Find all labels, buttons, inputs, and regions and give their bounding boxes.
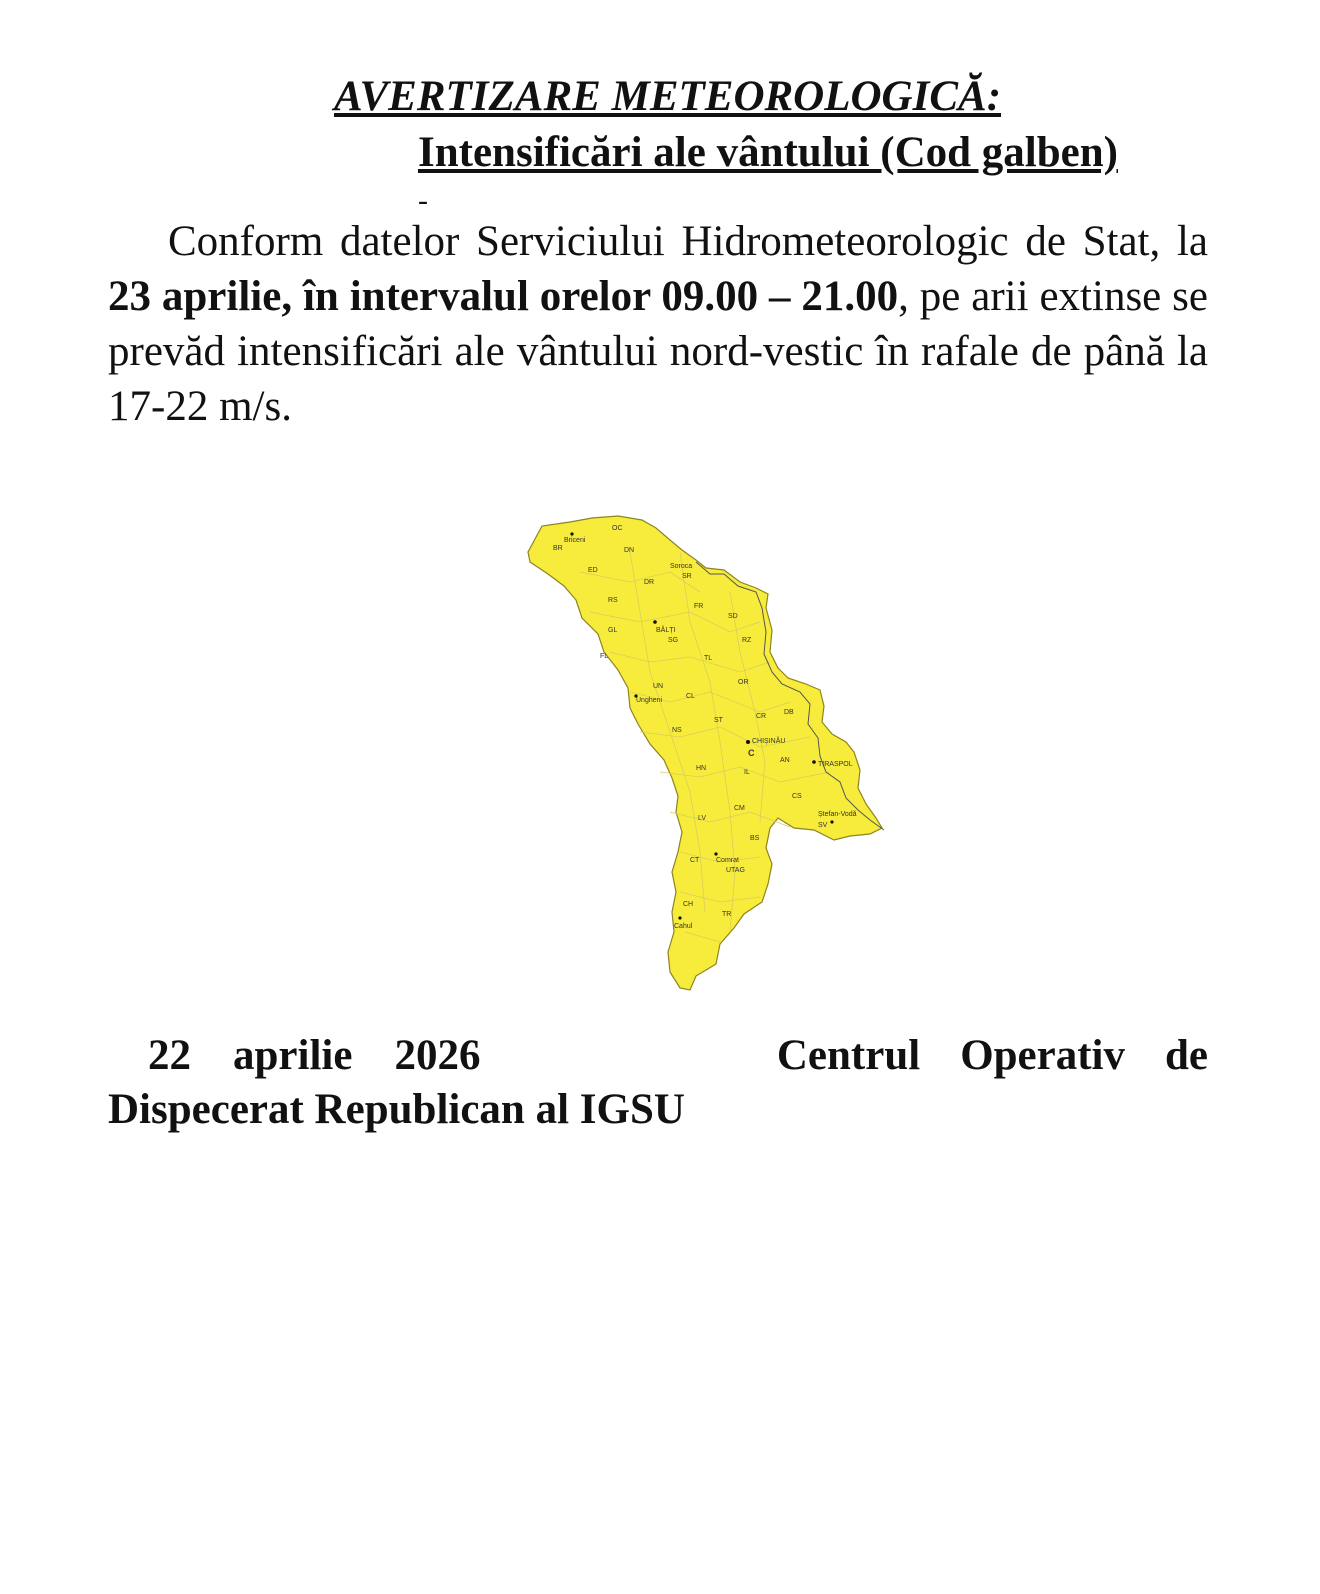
- svg-text:TL: TL: [704, 655, 713, 662]
- date-year: 2026: [394, 1032, 481, 1079]
- svg-text:FL: FL: [600, 653, 609, 660]
- svg-text:CT: CT: [690, 857, 700, 864]
- svg-text:Soroca: Soroca: [670, 563, 693, 570]
- svg-text:TIRASPOL: TIRASPOL: [818, 761, 853, 768]
- svg-text:Ștefan-Vodă: Ștefan-Vodă: [818, 811, 857, 818]
- svg-text:CM: CM: [734, 805, 745, 812]
- svg-text:UN: UN: [653, 683, 664, 690]
- footer-org-start: [777, 1028, 1208, 1083]
- paragraph-text-1: Conform datelor Serviciului Hidrometeorologic de Stat, la: [168, 218, 1208, 265]
- svg-text:RS: RS: [608, 597, 618, 604]
- svg-text:CH: CH: [683, 901, 694, 908]
- paragraph-text-2: , pe arii extinse se prevăd intensificări ale vântului nord-vestic în rafale de până la 17-22 m/s.: [108, 273, 1208, 430]
- org-word-3: de: [1165, 1032, 1208, 1079]
- svg-text:CR: CR: [756, 713, 767, 720]
- svg-text:CL: CL: [686, 693, 695, 700]
- svg-text:SR: SR: [682, 573, 692, 580]
- dash-mark: -: [418, 184, 428, 217]
- svg-text:OC: OC: [612, 525, 623, 532]
- svg-text:ST: ST: [714, 717, 723, 724]
- svg-text:C: C: [748, 748, 755, 758]
- svg-text:SG: SG: [668, 637, 679, 644]
- svg-text:FR: FR: [694, 603, 704, 610]
- date-day: 22: [148, 1032, 191, 1079]
- org-word-1: Centrul: [776, 1032, 921, 1079]
- warning-subtitle: Intensificări ale vântului (Cod galben): [418, 129, 1118, 176]
- svg-text:AN: AN: [780, 757, 790, 764]
- moldova-shape: [528, 516, 882, 990]
- svg-text:GL: GL: [608, 627, 618, 634]
- svg-text:Comrat: Comrat: [716, 857, 739, 864]
- moldova-map: [520, 512, 890, 996]
- svg-text:NS: NS: [672, 727, 682, 734]
- svg-text:HN: HN: [696, 765, 707, 772]
- svg-text:BS: BS: [750, 835, 760, 842]
- date-month: aprilie: [233, 1032, 353, 1079]
- warning-title: AVERTIZARE METEOROLOGICĂ:: [334, 73, 1002, 120]
- svg-text:BĂLȚI: BĂLȚI: [656, 627, 676, 634]
- moldova-map-svg: [520, 512, 890, 996]
- footer-line-1: [148, 1028, 1208, 1083]
- footer-date: [148, 1028, 480, 1083]
- svg-text:OR: OR: [738, 679, 749, 686]
- svg-text:CHIȘINĂU: CHIȘINĂU: [752, 738, 786, 745]
- svg-text:CS: CS: [792, 793, 802, 800]
- svg-text:Briceni: Briceni: [564, 537, 586, 544]
- svg-text:SV: SV: [818, 822, 828, 829]
- svg-text:Ungheni: Ungheni: [636, 697, 663, 704]
- svg-text:TR: TR: [722, 911, 732, 918]
- svg-text:BR: BR: [553, 545, 563, 552]
- svg-text:UTAG: UTAG: [726, 867, 745, 874]
- org-word-2: Operativ: [960, 1032, 1125, 1079]
- warning-paragraph: [108, 214, 1208, 434]
- svg-text:DR: DR: [644, 579, 655, 586]
- svg-text:RZ: RZ: [742, 637, 752, 644]
- svg-text:SD: SD: [728, 613, 738, 620]
- svg-text:ED: ED: [588, 567, 598, 574]
- svg-text:DB: DB: [784, 709, 794, 716]
- svg-text:Cahul: Cahul: [674, 923, 693, 930]
- svg-text:DN: DN: [624, 547, 635, 554]
- footer-org-line-2: Dispecerat Republican al IGSU: [108, 1086, 685, 1133]
- svg-text:LV: LV: [698, 815, 707, 822]
- svg-text:IL: IL: [744, 769, 750, 776]
- paragraph-bold-date: 23 aprilie, în intervalul orelor 09.00 – 21.00: [108, 273, 899, 320]
